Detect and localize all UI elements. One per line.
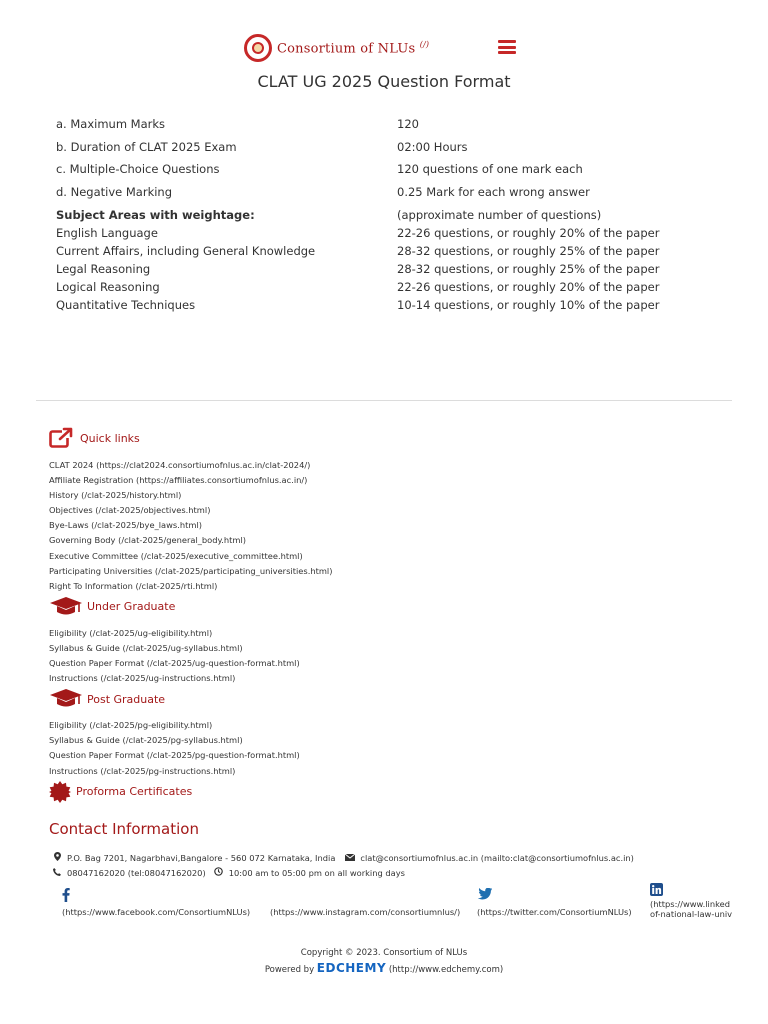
quick-link-executive-committee[interactable]: Executive Committee (/clat-2025/executive_committee.html)	[49, 550, 303, 561]
proforma-heading[interactable]	[49, 779, 749, 805]
certificate-icon	[49, 781, 71, 803]
envelope-icon	[345, 853, 355, 863]
contact-phone-row	[52, 867, 405, 878]
ug-link-question-format[interactable]: Question Paper Format (/clat-2025/ug-question-format.html)	[49, 658, 300, 669]
ug-link-instructions[interactable]: Instructions (/clat-2025/ug-instructions.html)	[49, 673, 236, 684]
pg-link-syllabus[interactable]: Syllabus & Guide (/clat-2025/pg-syllabus.html)	[49, 735, 243, 746]
format-label: a. Maximum Marks	[56, 117, 166, 131]
under-graduate-heading	[49, 594, 749, 620]
quick-links-title: Quick links	[80, 431, 140, 445]
footer-links	[49, 424, 749, 805]
ug-link-syllabus[interactable]: Syllabus & Guide (/clat-2025/ug-syllabus.html)	[49, 642, 243, 653]
subject-weightage: 28-32 questions, or roughly 25% of the paper	[397, 244, 660, 258]
logo-text: Consortium of NLUs (/)	[277, 39, 430, 57]
format-row-negative-marking	[56, 181, 716, 204]
subject-row	[56, 297, 716, 315]
facebook-icon	[62, 888, 250, 905]
external-link-icon	[49, 427, 75, 449]
format-label: d. Negative Marking	[56, 184, 173, 199]
subject-name: English Language	[56, 226, 158, 240]
graduation-cap-icon	[49, 596, 83, 618]
footer-divider	[36, 400, 732, 401]
format-row-max-marks	[56, 113, 716, 136]
social-linkedin[interactable]	[650, 883, 734, 919]
page-title: CLAT UG 2025 Question Format	[257, 72, 511, 91]
subject-row	[56, 225, 716, 243]
subjects-heading-note: (approximate number of questions)	[397, 208, 602, 222]
subject-row	[56, 279, 716, 297]
twitter-link[interactable]: (https://twitter.com/ConsortiumNLUs)	[477, 907, 632, 917]
pg-link-instructions[interactable]: Instructions (/clat-2025/pg-instructions.html)	[49, 765, 236, 776]
map-marker-icon	[52, 852, 62, 863]
subject-weightage: 28-32 questions, or roughly 25% of the paper	[397, 262, 660, 276]
format-row-duration	[56, 136, 716, 159]
twitter-icon	[477, 888, 632, 905]
subject-name: Logical Reasoning	[56, 280, 160, 294]
subject-weightage: 22-26 questions, or roughly 20% of the paper	[397, 226, 660, 240]
graduation-cap-icon	[49, 688, 83, 710]
quick-link-affiliate-registration[interactable]: Affiliate Registration (https://affiliates.consortiumofnlus.ac.in/)	[49, 475, 308, 486]
under-graduate-title: Under Graduate	[87, 600, 176, 614]
post-graduate-heading	[49, 686, 749, 712]
subject-weightage: 22-26 questions, or roughly 20% of the paper	[397, 280, 660, 294]
pg-link-eligibility[interactable]: Eligibility (/clat-2025/pg-eligibility.html)	[49, 720, 213, 731]
quick-link-clat-2024[interactable]: CLAT 2024 (https://clat2024.consortiumofnlus.ac.in/clat-2024/)	[49, 460, 311, 470]
site-header	[0, 34, 768, 64]
format-row-mcq	[56, 158, 716, 181]
subject-name: Quantitative Techniques	[56, 298, 196, 312]
subject-weightage: 10-14 questions, or roughly 10% of the paper	[397, 298, 660, 312]
clock-icon	[214, 867, 224, 878]
copyright: Copyright © 2023. Consortium of NLUs	[300, 948, 468, 958]
phone-icon	[52, 868, 62, 878]
quick-link-bye-laws[interactable]: Bye-Laws (/clat-2025/bye_laws.html)	[49, 520, 202, 531]
format-value: 120	[397, 117, 419, 131]
quick-link-history[interactable]: History (/clat-2025/history.html)	[49, 490, 182, 501]
question-format-table	[56, 113, 716, 315]
ug-link-eligibility[interactable]: Eligibility (/clat-2025/ug-eligibility.html)	[49, 627, 213, 638]
subjects-heading: Subject Areas with weightage:	[56, 208, 255, 222]
social-instagram[interactable]	[270, 888, 460, 917]
linkedin-link-continued[interactable]: of-national-law-univ	[650, 909, 733, 919]
edchemy-link[interactable]: (http://www.edchemy.com)	[388, 965, 504, 975]
linkedin-link[interactable]: (https://www.linked	[650, 899, 730, 909]
format-value: 02:00 Hours	[397, 139, 468, 154]
logo-seal-icon	[244, 34, 272, 62]
subject-name: Current Affairs, including General Knowledge	[56, 244, 316, 258]
edchemy-brand[interactable]: EDCHEMY	[316, 961, 387, 975]
post-graduate-title: Post Graduate	[87, 692, 166, 706]
social-facebook[interactable]	[62, 888, 250, 917]
format-value: 120 questions of one mark each	[397, 162, 583, 176]
contact-title: Contact Information	[49, 820, 199, 838]
instagram-link[interactable]: (https://www.instagram.com/consortiumnlus/)	[270, 907, 461, 917]
powered-by	[0, 961, 768, 975]
menu-icon[interactable]	[498, 40, 516, 54]
quick-link-rti[interactable]: Right To Information (/clat-2025/rti.html)	[49, 580, 218, 591]
subject-row	[56, 243, 716, 261]
site-logo[interactable]	[244, 34, 429, 62]
logo-link-hint: (/)	[419, 39, 430, 49]
contact-address: P.O. Bag 7201, Nagarbhavi,Bangalore - 560 072 Karnataka, India	[67, 852, 336, 863]
quick-links-heading	[49, 424, 749, 452]
linkedin-icon	[650, 883, 734, 897]
format-label: c. Multiple-Choice Questions	[56, 162, 220, 176]
subject-row	[56, 261, 716, 279]
contact-address-row	[52, 852, 634, 863]
pg-link-question-format[interactable]: Question Paper Format (/clat-2025/pg-question-format.html)	[49, 750, 300, 761]
subjects-heading-row	[56, 205, 716, 225]
quick-link-objectives[interactable]: Objectives (/clat-2025/objectives.html)	[49, 505, 211, 516]
subject-name: Legal Reasoning	[56, 262, 151, 276]
contact-email[interactable]: clat@consortiumofnlus.ac.in (mailto:clat@consortiumofnlus.ac.in)	[360, 852, 634, 863]
social-twitter[interactable]	[477, 888, 632, 917]
quick-link-participating-universities[interactable]: Participating Universities (/clat-2025/participating_universities.html)	[49, 565, 333, 576]
proforma-title: Proforma Certificates	[76, 785, 193, 799]
contact-hours: 10:00 am to 05:00 pm on all working days	[228, 867, 405, 878]
format-value: 0.25 Mark for each wrong answer	[397, 184, 590, 199]
contact-phone[interactable]: 08047162020 (tel:08047162020)	[67, 867, 206, 878]
format-label: b. Duration of CLAT 2025 Exam	[56, 139, 237, 154]
quick-link-governing-body[interactable]: Governing Body (/clat-2025/general_body.html)	[49, 535, 247, 546]
powered-by-label: Powered by	[264, 965, 315, 975]
facebook-link[interactable]: (https://www.facebook.com/ConsortiumNLUs)	[62, 907, 251, 917]
